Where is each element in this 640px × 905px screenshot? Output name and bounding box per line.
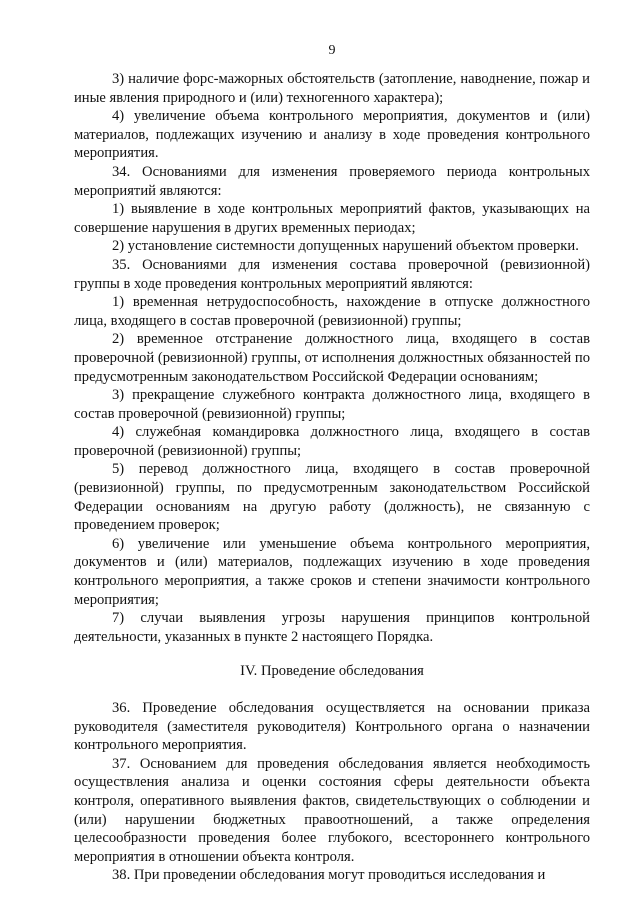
paragraph-35-item-6: 6) увеличение или уменьшение объема контрольного мероприятия, документов и (или) материалов, подлежащих изучению в ходе проведения контрольного мероприятия, а также сроков и степени значимости контрольного мероприятия; xyxy=(74,535,590,608)
paragraph-35-item-3: 3) прекращение служебного контракта должностного лица, входящего в состав проверочной (ревизионной) группы; xyxy=(74,387,590,422)
paragraph-35-item-4: 4) служебная командировка должностного лица, входящего в состав проверочной (ревизионной) группы; xyxy=(74,424,590,459)
paragraph-34-item-1: 1) выявление в ходе контрольных мероприятий фактов, указывающих на совершение нарушения в других временных периодах; xyxy=(74,201,590,236)
paragraph-37: 37. Основанием для проведения обследования является необходимость осуществления анализа и оценки состояния сферы деятельности объекта контроля, оперативного выявления фактов, свидетельствующих о соблюдении и (или) нарушении бюджетных правоотношений, а также определения целесообразности проведения более глубокого, всестороннего контрольного мероприятия в отношении объекта контроля. xyxy=(74,755,590,865)
document-page xyxy=(74,42,590,885)
paragraph-35-item-5: 5) перевод должностного лица, входящего в состав проверочной (ревизионной) группы, по предусмотренным законодательством Российской Федерации основаниям на другую работу (должность), не связанную с проведением проверок; xyxy=(74,461,590,534)
section-heading: IV. Проведение обследования xyxy=(240,663,424,680)
paragraph-36: 36. Проведение обследования осуществляется на основании приказа руководителя (заместителя руководителя) Контрольного органа о назначении контрольного мероприятия. xyxy=(74,700,590,754)
paragraph-38: 38. При проведении обследования могут проводиться исследования и xyxy=(112,867,546,884)
paragraphs-top xyxy=(74,70,590,646)
paragraphs-bottom xyxy=(74,699,590,885)
paragraph-item-3-force-majeure: 3) наличие форс-мажорных обстоятельств (затопление, наводнение, пожар и иные явления природного и (или) техногенного характера); xyxy=(74,71,590,106)
paragraph-item-4-volume-increase: 4) увеличение объема контрольного мероприятия, документов и (или) материалов, подлежащих изучению и анализу в ходе проведения контрольного мероприятия. xyxy=(74,108,590,162)
paragraph-34: 34. Основаниями для изменения проверяемого периода контрольных мероприятий являются: xyxy=(74,163,590,199)
paragraph-35-item-1: 1) временная нетрудоспособность, нахождение в отпуске должностного лица, входящего в состав проверочной (ревизионной) группы; xyxy=(74,294,590,329)
paragraph-34-item-2: 2) установление системности допущенных нарушений объектом проверки. xyxy=(112,238,579,255)
paragraph-35-item-7: 7) случаи выявления угрозы нарушения принципов контрольной деятельности, указанных в пункте 2 настоящего Порядка. xyxy=(74,610,590,645)
page-number: 9 xyxy=(328,43,336,58)
paragraph-35-item-2: 2) временное отстранение должностного лица, входящего в состав проверочной (ревизионной) группы, от исполнения должностных обязанностей по предусмотренным законодательством Российской Федерации основаниям; xyxy=(74,331,590,385)
paragraph-35: 35. Основаниями для изменения состава проверочной (ревизионной) группы в ходе проведения контрольных мероприятий являются: xyxy=(74,256,590,292)
